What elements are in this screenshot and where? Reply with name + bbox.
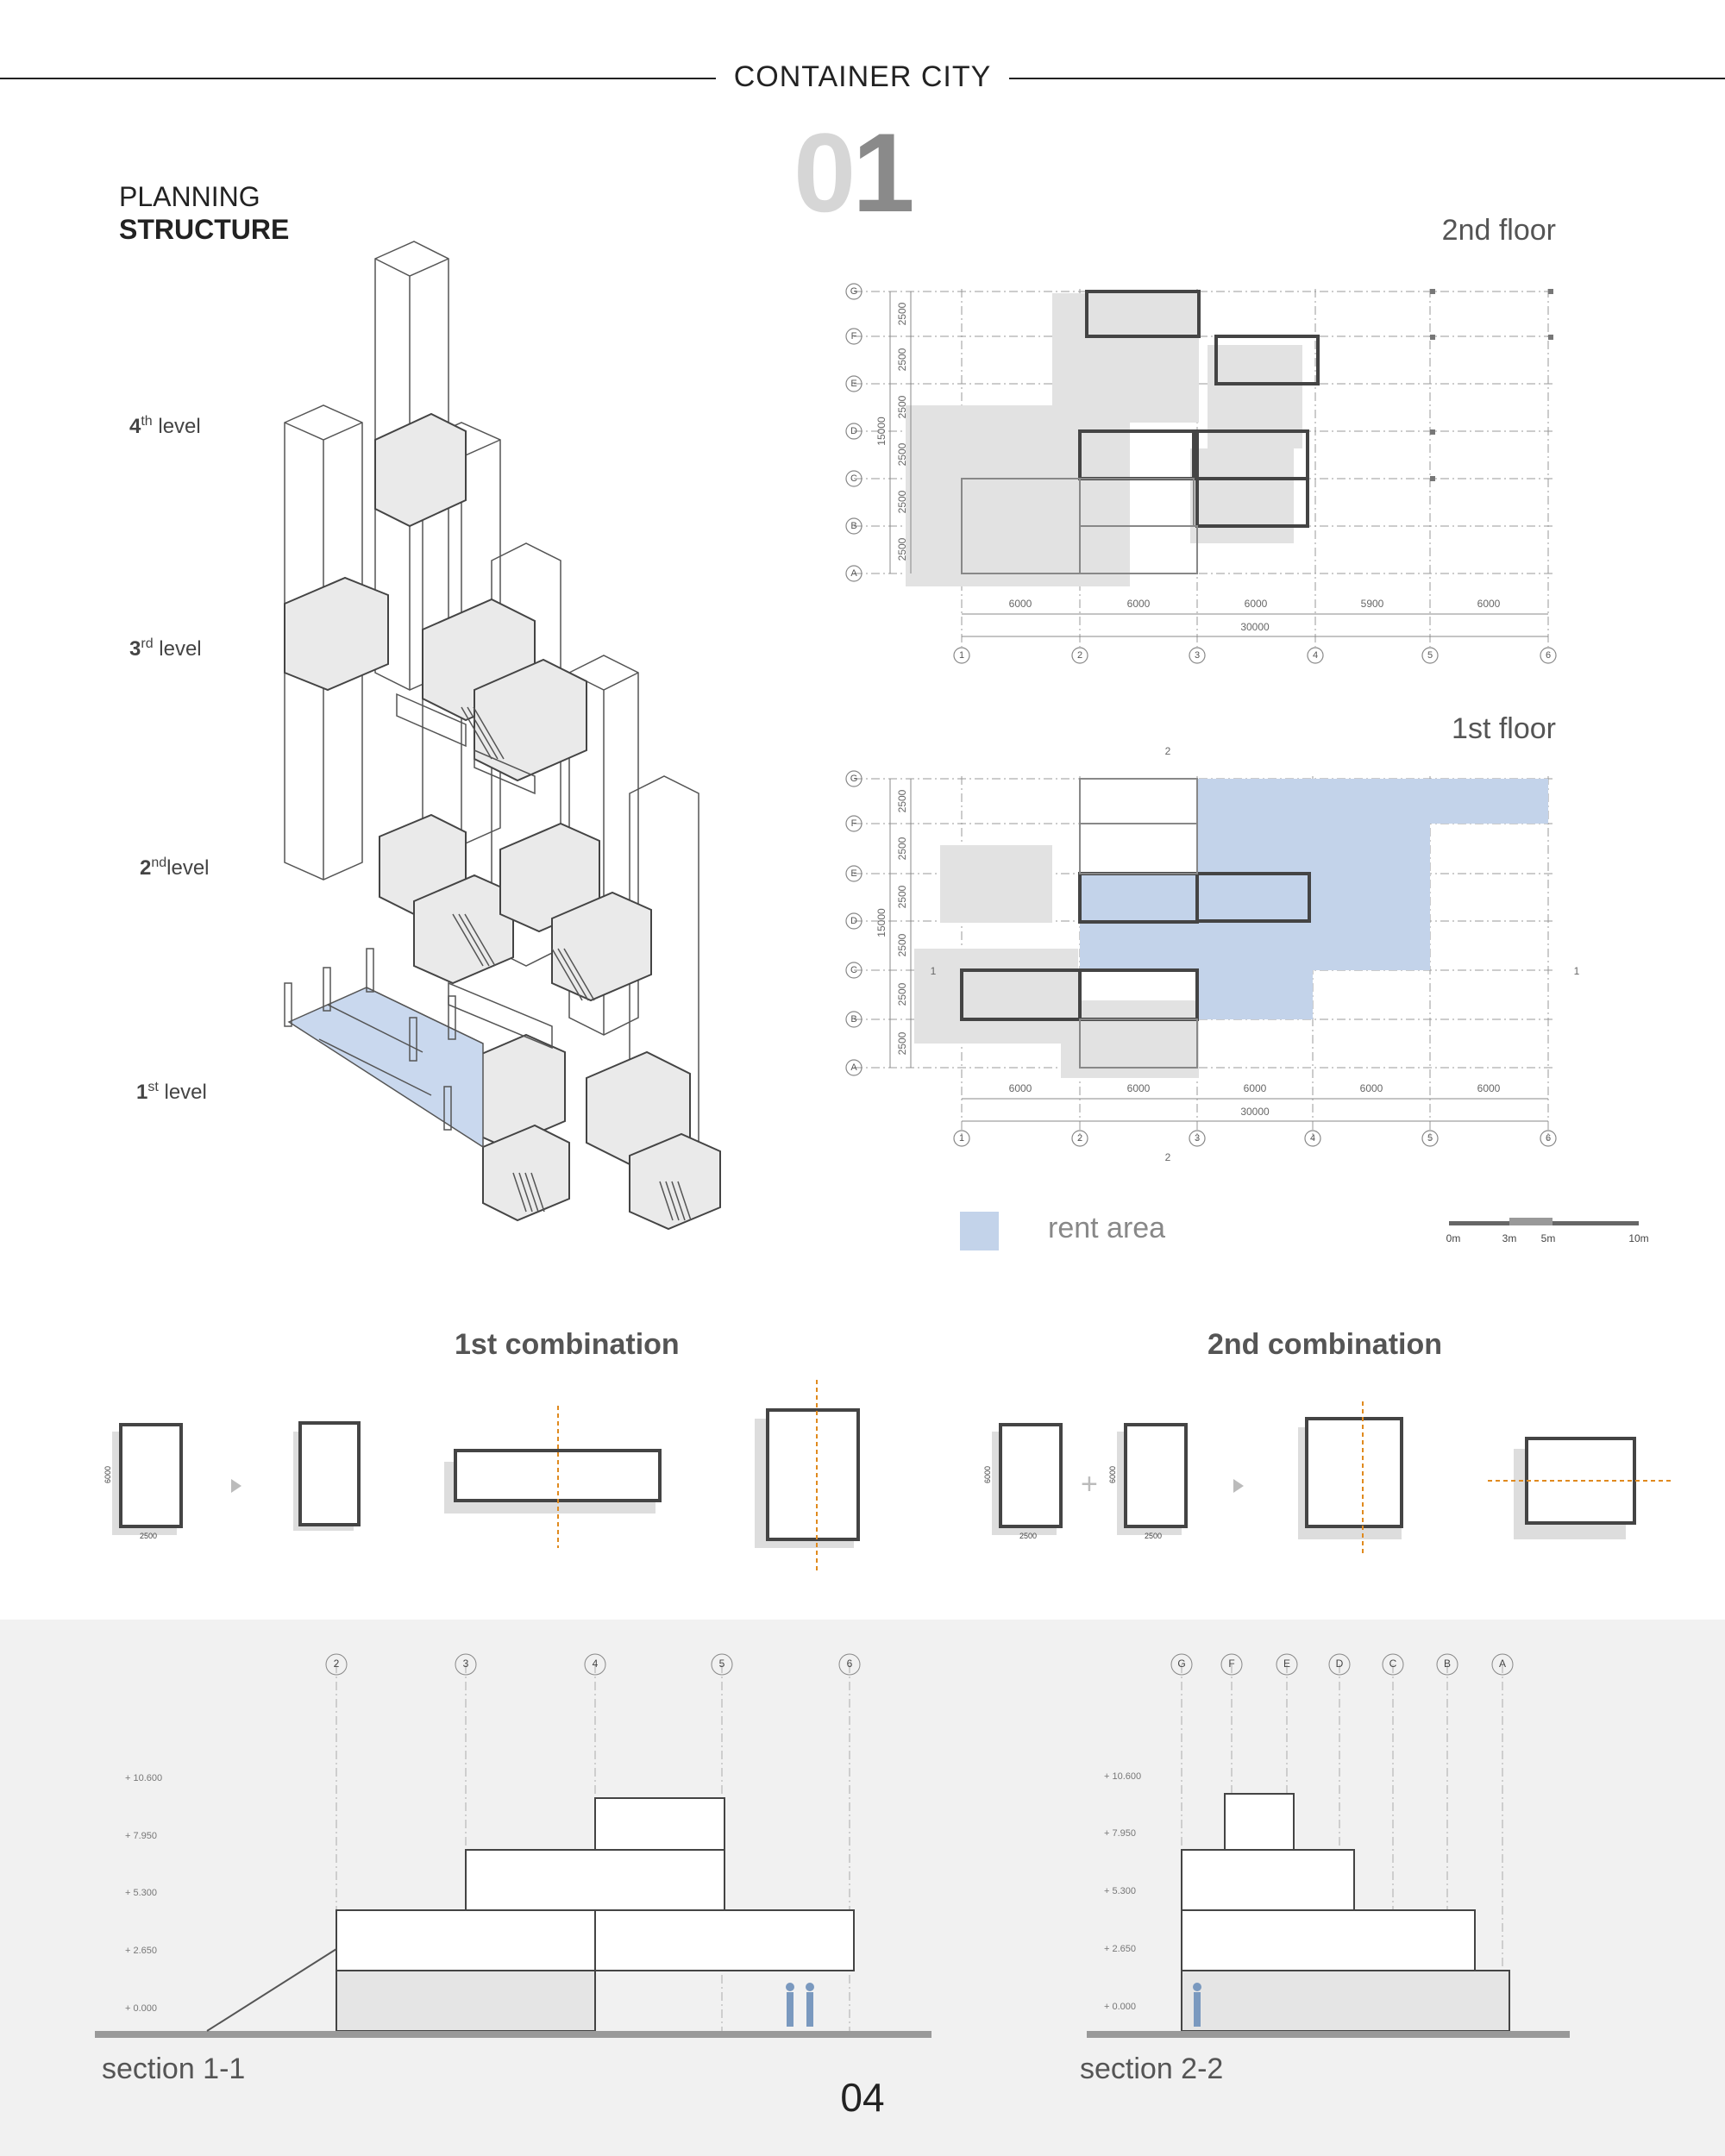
first-combination-diagram (95, 1371, 897, 1578)
page-number: 04 (840, 2075, 885, 2120)
col-label: 2 (1076, 649, 1083, 661)
section-mark: 2 (1164, 1151, 1171, 1163)
axis-label: 4 (592, 1658, 599, 1670)
axis-label: 3 (462, 1658, 469, 1670)
row-label: B (850, 1013, 857, 1025)
col-label: 1 (958, 1132, 965, 1144)
dim-total-v: 15000 (875, 417, 888, 446)
axis-label: 6 (846, 1658, 853, 1670)
level-1-label: 1st level (136, 1080, 207, 1104)
axis-label: D (1335, 1658, 1344, 1670)
scale-tick: 0m (1446, 1232, 1461, 1244)
structure-label: STRUCTURE (119, 214, 290, 245)
dim-total-v: 15000 (875, 908, 888, 937)
module-width: 2500 (140, 1532, 158, 1540)
scale-bar (1440, 1214, 1647, 1249)
dim-v: 2500 (896, 348, 908, 372)
col-label: 3 (1194, 1132, 1201, 1144)
dim-h: 6000 (1126, 1082, 1151, 1094)
dim-h: 6000 (1008, 1082, 1032, 1094)
axis-label: E (1283, 1658, 1291, 1670)
planning-label: PLANNING (119, 181, 260, 212)
dim-v: 2500 (896, 885, 908, 909)
poster-title: CONTAINER CITY (733, 60, 992, 93)
section-1-1-drawing (86, 1639, 949, 2053)
elevation-mark: + 2.650 (1104, 1944, 1137, 1954)
row-label: D (850, 425, 857, 436)
axis-label: 5 (718, 1658, 725, 1670)
elevation-mark: + 0.000 (1104, 2002, 1137, 2012)
row-label: A (850, 567, 857, 579)
dim-h: 6000 (1243, 1082, 1267, 1094)
dim-h: 6000 (1126, 598, 1151, 610)
first-combination-title: 1st combination (455, 1328, 680, 1361)
row-label: C (850, 964, 857, 975)
row-label: G (850, 773, 858, 784)
dim-v: 2500 (896, 490, 908, 514)
dim-total-h: 30000 (1240, 1106, 1270, 1118)
dim-v: 2500 (896, 302, 908, 326)
col-label: 3 (1194, 649, 1201, 661)
second-combination-title: 2nd combination (1208, 1328, 1442, 1361)
section-mark: 2 (1164, 745, 1171, 757)
dim-v: 2500 (896, 837, 908, 861)
row-label: C (850, 473, 857, 484)
elevation-mark: + 7.950 (1104, 1828, 1137, 1839)
rent-area-swatch (960, 1212, 999, 1250)
col-label: 5 (1427, 1132, 1433, 1144)
module-height: 6000 (983, 1465, 992, 1483)
row-label: B (850, 520, 857, 531)
col-label: 4 (1309, 1132, 1316, 1144)
rent-area-label: rent area (1048, 1212, 1166, 1244)
axis-label: F (1228, 1658, 1235, 1670)
dim-h: 6000 (1008, 598, 1032, 610)
section-1-1-title: section 1-1 (102, 2053, 246, 2085)
module-width: 2500 (1145, 1532, 1163, 1540)
axis-label: B (1443, 1658, 1452, 1670)
second-floor-title: 2nd floor (1441, 214, 1556, 247)
dim-v: 2500 (896, 442, 908, 467)
second-combination-diagram (975, 1371, 1690, 1578)
section-mark: 1 (1573, 965, 1580, 977)
elevation-mark: + 5.300 (125, 1888, 158, 1898)
row-label: A (850, 1062, 857, 1073)
elevation-mark: + 7.950 (125, 1831, 158, 1841)
person-figure (1193, 1983, 1201, 2027)
scale-tick: 10m (1628, 1232, 1649, 1244)
plus-icon: + (1081, 1468, 1098, 1501)
col-label: 4 (1312, 649, 1319, 661)
header-rule-right (1009, 78, 1725, 79)
second-floor-plan (837, 276, 1570, 673)
section-2-2-drawing (1078, 1639, 1578, 2053)
elevation-mark: + 2.650 (125, 1946, 158, 1956)
scale-tick: 3m (1502, 1232, 1517, 1244)
row-label: E (850, 868, 857, 879)
col-label: 1 (958, 649, 965, 661)
rent-area (1080, 779, 1548, 1019)
axis-label: 2 (333, 1658, 340, 1670)
dim-h: 6000 (1244, 598, 1268, 610)
dim-total-h: 30000 (1240, 621, 1270, 633)
dim-v: 2500 (896, 933, 908, 957)
dim-v: 2500 (896, 1031, 908, 1056)
row-label: F (850, 330, 857, 342)
row-label: D (850, 915, 857, 926)
axis-label: A (1498, 1658, 1507, 1670)
axis-label: G (1177, 1658, 1186, 1670)
dim-h: 6000 (1477, 598, 1501, 610)
elevation-mark: + 10.600 (1104, 1771, 1142, 1782)
module-width: 2500 (1019, 1532, 1038, 1540)
elevation-mark: + 10.600 (125, 1773, 163, 1783)
dim-v: 2500 (896, 395, 908, 419)
people-figures (786, 1983, 814, 2027)
row-label: F (850, 818, 857, 829)
isometric-structure-drawing (267, 241, 750, 1259)
section-mark: 1 (930, 965, 937, 977)
row-label: G (850, 285, 858, 297)
row-label: E (850, 378, 857, 389)
col-label: 2 (1076, 1132, 1083, 1144)
first-floor-title: 1st floor (1452, 712, 1556, 745)
dim-v: 2500 (896, 982, 908, 1006)
level-3-label: 3rd level (129, 636, 202, 661)
col-label: 5 (1427, 649, 1433, 661)
section-2-2-title: section 2-2 (1080, 2053, 1224, 2085)
col-label: 6 (1545, 649, 1552, 661)
sheet-number: 01 (794, 110, 912, 235)
header-rule-left (0, 78, 716, 79)
level-4-label: 4th level (129, 414, 201, 438)
dim-v: 2500 (896, 789, 908, 813)
dim-h: 6000 (1477, 1082, 1501, 1094)
module-height: 6000 (104, 1465, 112, 1483)
elevation-mark: + 5.300 (1104, 1886, 1137, 1896)
module-height: 6000 (1108, 1465, 1117, 1483)
dim-h: 6000 (1359, 1082, 1383, 1094)
first-floor-plan (837, 742, 1580, 1173)
col-label: 6 (1545, 1132, 1552, 1144)
scale-tick: 5m (1540, 1232, 1556, 1244)
dim-v: 2500 (896, 537, 908, 561)
axis-label: C (1389, 1658, 1397, 1670)
level-2-label: 2ndlevel (140, 856, 210, 880)
elevation-mark: + 0.000 (125, 2003, 158, 2014)
dim-h: 5900 (1360, 598, 1384, 610)
